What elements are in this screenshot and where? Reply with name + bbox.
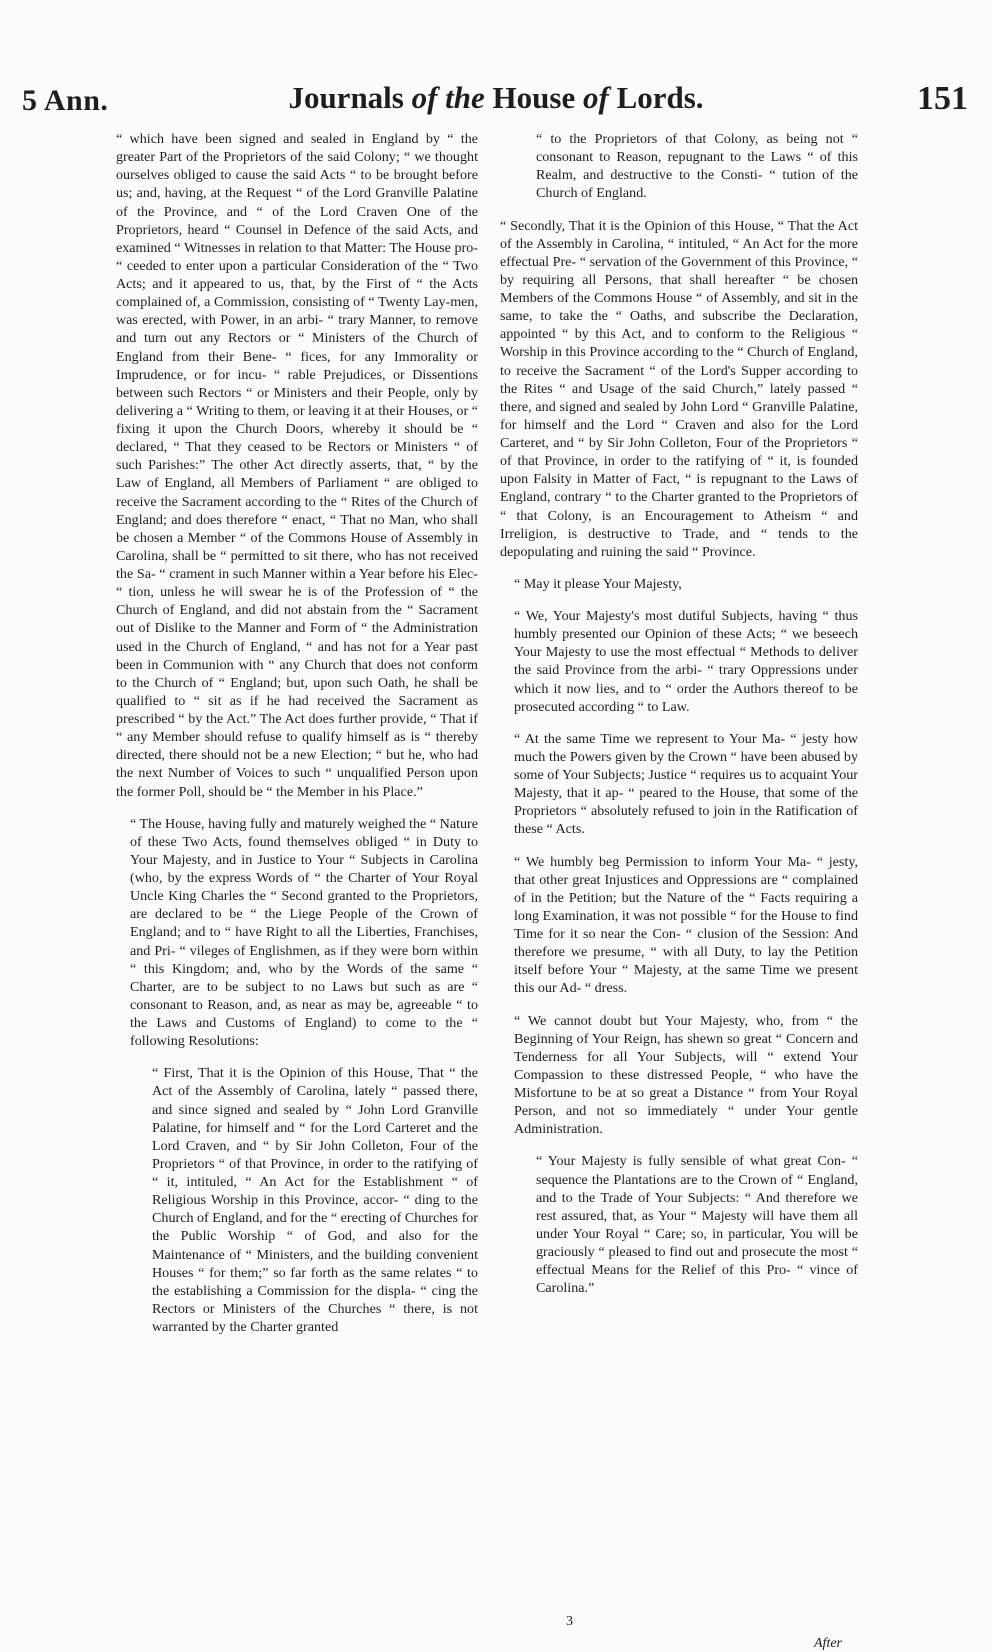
- title-of: of: [582, 80, 609, 115]
- title-of-the: of the: [411, 80, 485, 115]
- catchword: After: [814, 1636, 842, 1651]
- right-column: [500, 130, 858, 1311]
- signature-mark: 3: [566, 1614, 573, 1629]
- title-journals: Journals: [288, 80, 404, 115]
- running-title: [0, 80, 992, 116]
- paragraph-compassion: “ We cannot doubt but Your Majesty, who, from “ the Beginning of Your Reign, has shewn so great “ Concern and Tenderness for all Your Subjects, will “ extend Your Compassion to these distressed People, “ who have the Misfortune to be at so great a Distance “ from Your Royal Person, and not so immediately “ under Your gentle Administration.: [514, 1012, 858, 1138]
- paragraph-acts-complained: “ which have been signed and sealed in England by “ the greater Part of the Proprietors of the said Colony; “ we thought ourselves obliged to cause the said Acts “ to be brought before us; and, having, at the Request “ of the Lord Granville Palatine of the Province, and “ of the Lord Craven One of the Proprietors, heard “ Counsel in Defence of the said Acts, and examined “ Witnesses in relation to that Matter: The House pro- “ ceeded to enter upon a particular Consideration of the “ Two Acts; and it appeared to us, that, by the First of “ the Acts complained of, a Commission, consisting of “ Twenty Lay-men, was erected, with Power, in an arbi- “ trary Manner, to remove and turn out any Rectors or “ Ministers of the Church of England from their Bene- “ fices, for any Immorality or Imprudence, or for incu- “ rable Prejudices, or Dissentions between such Rectors “ or Ministers and their People, only by delivering a “ Writing to them, or leaving it at their Houses, or “ fixing it upon the Church Doors, whereby it should be “ declared, “ That they ceased to be Rectors or Ministers “ of such Parishes:” The other Act directly asserts, that, “ by the Law of England, all Members of Parliament “ are obliged to receive the Sacrament according to the “ Rites of the Church of England; and does therefore “ enact, “ That no Man, who shall be chosen a Member “ of the Commons House of Assembly in Carolina, shall be “ permitted to sit there, who has not received the Sa- “ crament in such Manner within a Year before his Elec- “ tion, unless he will swear he is of the Profession of “ the Church of England, and did not abstain from the “ Sacrament out of Dislike to the Manner and Form of “ the Administration used in the Church of England, “ and has not for a Year past been in Communion with “ any Church that does not conform to the Church of “ England; but, upon such Oath, he shall be qualified to “ sit as if he had received the Sacrament as prescribed “ by the Act.” The Act does further provide, “ That if “ any Member should refuse to qualify himself as is “ thereby directed, there should not be a new Election; “ but he, who had the next Number of Voices to such “ unqualified Person upon the former Poll, should be “ the Member in his Place.”: [116, 131, 478, 800]
- paragraph-petition: “ We humbly beg Permission to inform Your Ma- “ jesty, that other great Injustices and Oppressions are “ complained of in the Petition; but the Nature of the “ Facts requiring a long Examination, it was not possible “ for the House to find Time for it so near the Con- “ clusion of the Session: And therefore we presume, “ with all Duty, to lay the Petition itself before Your “ Majesty, at the same Time we present this our Ad- “ dress.: [514, 853, 858, 997]
- paragraph-first-resolution: “ First, That it is the Opinion of this House, That “ the Act of the Assembly of Carolina, lately “ passed there, and since signed and sealed by “ John Lord Granville Palatine, for himself and “ for the Lord Carteret and the Lord Craven, and “ by Sir John Colleton, Four of the Proprietors “ of that Province, in order to the ratifying of “ it, intituled, “ An Act for the Establishment “ of Religious Worship in this Province, accor- “ ding to the Church of England, and for the “ erecting of Churches for the Public Worship “ of God, and also for the Maintenance of “ Ministers, and the building convenient Houses “ for them;” so far forth as the same relates “ to the establishing a Commission for the displa- “ cing the Rectors or Ministers of the Churches “ there, is not warranted by the Charter granted: [152, 1065, 479, 1335]
- paragraph-plantations: “ Your Majesty is fully sensible of what great Con- “ sequence the Plantations are to the Crown of “ England, and to the Trade of Your Subjects: “ And therefore we rest assured, that, as Your “ Majesty will have them all under Your Royal “ Care; so, in particular, You will be graciously “ pleased to find out and prosecute the most “ effectual Means for the Relief of this Pro- “ vince of Carolina.”: [536, 1153, 858, 1297]
- paragraph-house-weighed: “ The House, having fully and maturely weighed the “ Nature of these Two Acts, found themselves obliged “ in Duty to Your Majesty, and in Justice to Your “ Subjects in Carolina (who, by the express Words of “ the Charter of Your Royal Uncle King Charles the “ Second granted to the Proprietors, are declared to be “ the Liege People of the Crown of England; and to “ have Right to all the Liberties, Franchises, and Pri- “ vileges of Englishmen, as if they were born within “ this Kingdom; and, who by the Words of the same “ Charter, are to be subject to no Laws but such as are “ consonant to Reason, and, as near as may be, agreeable “ to the Laws and Customs of England) to come to the “ following Resolutions:: [130, 815, 478, 1050]
- regnal-year: 5 Ann.: [22, 84, 109, 117]
- title-house: House: [492, 80, 576, 115]
- left-column: [116, 130, 478, 1350]
- paragraph-salutation: “ May it please Your Majesty,: [514, 575, 682, 592]
- paragraph-beseech: “ We, Your Majesty's most dutiful Subjects, having “ thus humbly presented our Opinion of these Acts; “ we beseech Your Majesty to use the most effectual “ Methods to deliver the said Province from the arbi- “ trary Oppressions under which it now lies, and to “ order the Authors thereof to be prosecuted according “ to Law.: [514, 608, 858, 715]
- paragraph-powers-abused: “ At the same Time we represent to Your Ma- “ jesty how much the Powers given by the Crown “ have been abused by some of Your Subjects; Justice “ requires us to acquaint Your Majesty, that it ap- “ peared to the House, that some of the Proprietors “ absolutely refused to join in the Ratification of these “ Acts.: [514, 730, 858, 838]
- paragraph-second-resolution: “ Secondly, That it is the Opinion of this House, “ That the Act of the Assembly in Carolina, “ intituled, “ An Act for the more effectual Pre- “ servation of the Government of this Province, “ by requiring all Persons, that shall hereafter “ be chosen Members of the Commons House “ of Assembly, and sit in the same, to take the “ Oaths, and subscribe the Declaration, appointed “ by this Act, and to conform to the Religious “ Worship in this Province according to the “ Church of England, to receive the Sacrament “ of the Lord's Supper according to the Rites “ and Usage of the said Church,” lately passed “ there, and signed and sealed by John Lord “ Granville Palatine, for himself and the Lord “ Craven and also for the Lord Carteret, and “ by Sir John Colleton, Four of the Proprietors “ of that Province, in order to the ratifying of “ it, is founded upon Falsity in Matter of Fact, “ is repugnant to the Laws of England, contrary “ to the Charter granted to the Proprietors of “ that Colony, is an Encouragement to Atheism “ and Irreligion, is destructive to Trade, and “ tends to the depopulating and ruining the said “ Province.: [500, 217, 858, 560]
- page-number: 151: [917, 80, 968, 117]
- title-lords: Lords.: [616, 80, 704, 115]
- paragraph-first-resolution-cont: “ to the Proprietors of that Colony, as being not “ consonant to Reason, repugnant to the Laws “ of this Realm, and destructive to the Consti- “ tution of the Church of England.: [536, 131, 858, 202]
